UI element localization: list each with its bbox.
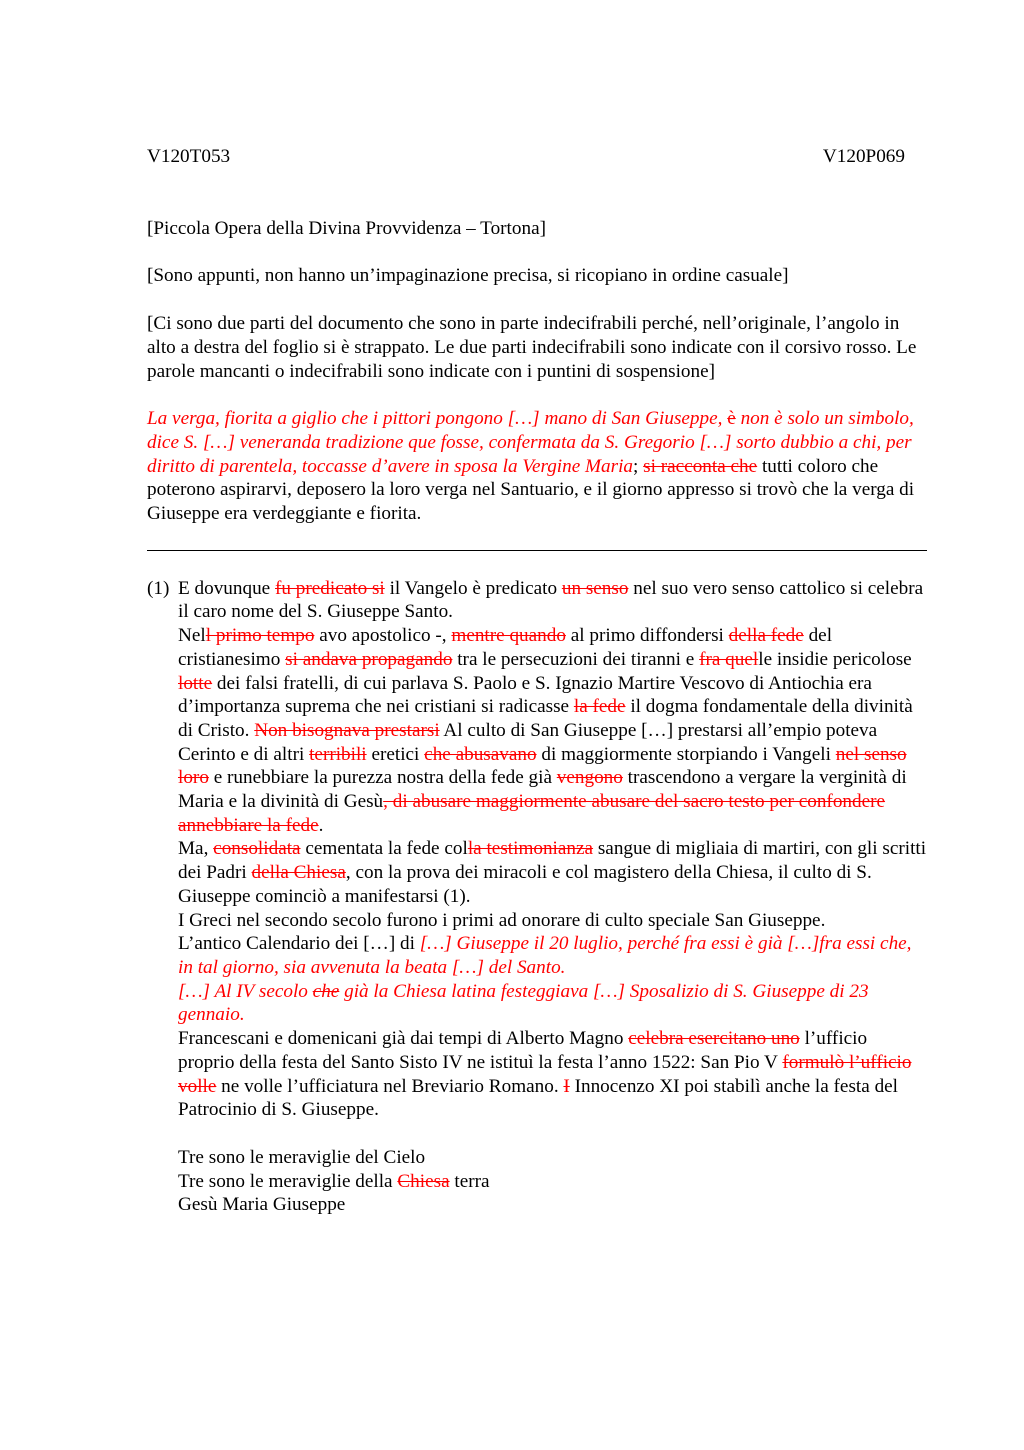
text-run: eretici <box>366 743 425 765</box>
text-run: dei falsi fratelli, di cui parlava S. Paolo e S. Ignazio Martire Vescovo di Antiochia era d’importanza suprema che nei cristiani si radicasse <box>178 672 872 718</box>
footnote-separator <box>147 550 927 551</box>
deleted-text-run: lotte <box>178 672 213 694</box>
text-run: trascendono a vergare la verginità di Maria e la divinità di Gesù <box>178 767 907 813</box>
text-run: le insidie pericolose <box>758 648 912 670</box>
text-run: . <box>318 814 324 836</box>
footnote-para-2 <box>178 624 927 837</box>
deleted-text-run: vengono <box>556 767 623 789</box>
intro-notes-line: [Sono appunti, non hanno un’impaginazione precisa, si ricopiano in ordine casuale] <box>147 265 789 287</box>
deleted-text-run: si andava propagando <box>285 648 453 670</box>
intro-legend-paragraph: [Ci sono due parti del documento che sono in parte indecifrabili perché, nell’originale, l’angolo in alto a destra del foglio si è strappato. Le due parti indecifrabili sono indicate con il corsivo rosso. Le parole mancanti o indecifrabili sono indicate con i puntini di sospensione] <box>147 313 917 382</box>
text-run: il Vangelo è predicato <box>384 577 562 599</box>
text-run: E dovunque <box>178 577 275 599</box>
deleted-text-run: I <box>563 1075 570 1097</box>
verga-italic-red-a: La verga, fiorita a giglio che i pittori pongono […] mano di San Giuseppe, <box>147 408 728 430</box>
verga-italic-red-b: non è solo un simbolo, dice S. […] veneranda tradizione que fosse, confermata da S. Gregorio […] sorto dubbio a chi, per diritto di parentela, toccasse d’avere in sposa la Vergine Maria <box>147 408 914 477</box>
deleted-text-run: Non bisognava prestarsi <box>254 719 440 741</box>
text-run: Nel <box>178 625 206 647</box>
italic-red-run: […] Al IV secolo <box>178 980 313 1002</box>
text-run: di maggiormente storpiando i Vangeli <box>536 743 836 765</box>
text-run: cementata la fede col <box>300 838 468 860</box>
footnote-para-6 <box>178 980 927 1027</box>
deleted-text-run: fra quel <box>699 648 759 670</box>
deleted-text-run: formulò l’ufficio volle <box>178 1051 912 1097</box>
text-run: I Greci nel secondo secolo furono i primi ad onorare di culto speciale San Giuseppe. <box>178 909 826 931</box>
text-run: sangue di migliaia di martiri, con gli scritti dei Padri <box>178 838 927 884</box>
deleted-text-run: l primo tempo <box>205 625 315 647</box>
deleted-text-run: consolidata <box>213 838 301 860</box>
deleted-text-run: la fede <box>573 696 626 718</box>
intro-source-line: [Piccola Opera della Divina Provvidenza – Tortona] <box>147 217 546 239</box>
text-run: il dogma fondamentale della divinità di Cristo. <box>178 696 913 741</box>
text-run: L’antico Calendario dei […] di <box>178 933 420 955</box>
footnote-para-5 <box>178 932 927 979</box>
text-run: , con la prova dei miracoli e col magistero della Chiesa, il culto di S. Giuseppe cominciò a manifestarsi (1). <box>178 862 872 907</box>
text-run: Ma, <box>178 838 214 860</box>
text-run: Innocenzo XI poi stabilì anche la festa del Patrocinio di S. Giuseppe. <box>178 1075 899 1121</box>
deleted-text-run: terribili <box>309 743 367 765</box>
deleted-text-run: nel senso loro <box>178 743 907 789</box>
deleted-text-run: della Chiesa <box>251 862 346 884</box>
verga-deleted-a: è <box>727 408 736 430</box>
verse-line-2-deleted: Chiesa <box>397 1170 450 1192</box>
deleted-text-run: celebra esercitano uno <box>628 1028 800 1050</box>
document-page <box>147 145 927 1217</box>
verse-line-2-end: terra <box>449 1170 490 1192</box>
deleted-text-run: mentre quando <box>451 625 566 647</box>
verga-deleted-b: si racconta che <box>643 455 758 477</box>
verse-line-2 <box>178 1170 927 1194</box>
footnote-para-1 <box>178 577 927 624</box>
verga-semicolon: ; <box>633 455 644 477</box>
text-run: Francescani e domenicani già dai tempi di Alberto Magno <box>178 1028 629 1050</box>
footnote-para-3 <box>178 837 927 908</box>
deleted-text-run: un senso <box>561 577 629 599</box>
deleted-text-run: fu predicato si <box>275 577 385 599</box>
italic-red-run: già la Chiesa latina festeggiava […] Sposalizio di S. Giuseppe di 23 gennaio. <box>178 980 869 1026</box>
right-document-code: V120P069 <box>822 146 905 167</box>
text-run: del cristianesimo <box>178 625 833 670</box>
text-run: tra le persecuzioni dei tiranni e <box>452 648 700 670</box>
verga-normal-text: tutti coloro che poterono aspirarvi, deposero la loro verga nel Santuario, e il giorno appresso si trovò che la verga di Giuseppe era verdeggiante e fiorita. <box>147 455 915 525</box>
text-run: al primo diffondersi <box>565 625 729 647</box>
left-document-code: V120T053 <box>147 146 231 167</box>
footnote-para-4 <box>178 909 927 933</box>
verga-paragraph <box>147 407 927 526</box>
text-run: Al culto di San Giuseppe […] prestarsi all’empio poteva Cerinto e di altri <box>178 719 878 765</box>
footnote <box>147 577 927 1122</box>
verse-line-3: Gesù Maria Giuseppe <box>178 1194 346 1216</box>
closing-verses <box>147 1146 927 1217</box>
deleted-italic-run: che <box>312 980 340 1002</box>
deleted-text-run: la testimonianza <box>467 838 594 860</box>
text-run: ne volle l’ufficiatura nel Breviario Romano. <box>216 1075 564 1097</box>
footnote-para-7 <box>178 1027 927 1122</box>
text-run: l’ufficio proprio della festa del Santo Sisto IV ne istituì la festa l’anno 1522: San Pio V <box>178 1028 868 1073</box>
verse-line-1: Tre sono le meraviglie del Cielo <box>178 1146 426 1168</box>
deleted-text-run: , di abusare maggiormente abusare del sacro testo per confondere annebbiare la fede <box>178 791 886 836</box>
italic-red-run: […] Giuseppe il 20 luglio, perché fra essi è già […]fra essi che, in tal giorno, sia avvenuta la beata […] del Santo. <box>178 933 912 978</box>
document-header <box>147 145 905 169</box>
deleted-text-run: che abusavano <box>424 743 537 765</box>
footnote-number: (1) <box>147 577 170 599</box>
text-run: e runebbiare la purezza nostra della fede già <box>208 767 557 789</box>
text-run: avo apostolico -, <box>314 625 452 647</box>
text-run: nel suo vero senso cattolico si celebra il caro nome del S. Giuseppe Santo. <box>178 577 924 623</box>
deleted-text-run: della fede <box>728 625 804 647</box>
verse-line-2-start: Tre sono le meraviglie della <box>178 1170 398 1192</box>
